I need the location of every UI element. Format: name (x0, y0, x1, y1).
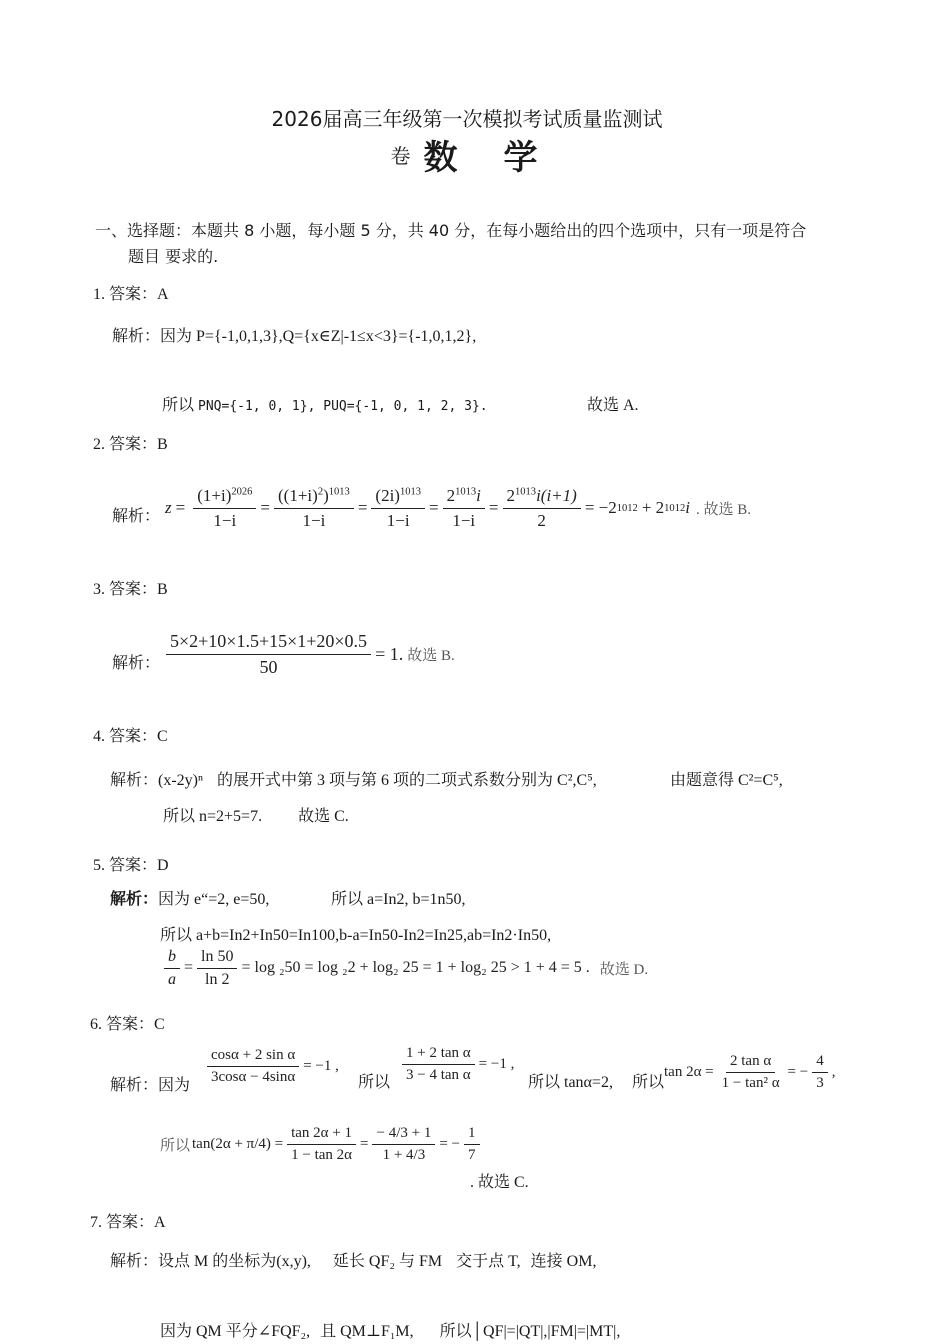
q4-line1-c: 由题意得 C²=C⁵, (670, 772, 783, 789)
q2-tail: . 故选 B. (695, 501, 751, 518)
q5-chain: = log ₂50 = log ₂2 + log₂ 25 = 1 + log₂ 25 > 1 + 4 = 5 . (241, 959, 590, 976)
q2-result-b: + 2 (641, 498, 665, 517)
q7-line2 (160, 1318, 620, 1341)
q2-f3-num: (2i) (375, 485, 400, 505)
q2-f5-num: 2 (506, 485, 515, 505)
q6-f4-num: tan 2α + 1 (287, 1125, 356, 1145)
q2-frac1 (193, 486, 256, 531)
q6-tan2a: tan 2α = (664, 1063, 714, 1080)
q7-text1d: 连接 OM, (530, 1253, 597, 1270)
q5-frac-ln (197, 948, 237, 989)
q6-f3-den: 1 − tan² α (721, 1074, 780, 1091)
q6-label (110, 1072, 190, 1095)
q6-f2-den: 3 − 4 tan α (406, 1066, 471, 1083)
q2-f5-den: 2 (537, 510, 546, 530)
q3-frac (166, 631, 371, 678)
q6-formula2 (398, 1038, 514, 1090)
q1-answer: 1. 答案：A (93, 286, 169, 303)
q6-frac3 (718, 1053, 784, 1092)
page-title: 2026届高三年级第一次模拟考试质量监测试 (271, 107, 663, 131)
q5-frac2-den: ln 2 (205, 970, 230, 988)
q6-frac4 (287, 1125, 356, 1164)
q2-frac2 (274, 486, 354, 531)
q7-text2c: 所以│QF|=|QT|,|FM|=|MT|, (439, 1323, 621, 1340)
q6-f1-eq: = −1 , (303, 1057, 339, 1074)
q5-frac-num: b (164, 948, 180, 969)
q2-z: z (165, 498, 172, 517)
q6-f3-den2: 3 (816, 1074, 824, 1091)
q6-frac2 (402, 1045, 475, 1084)
q6-formula1 (203, 1040, 339, 1092)
q3-label: 解析： (112, 655, 161, 672)
q7-text1a: 设点 M 的坐标为(x,y), (158, 1253, 311, 1270)
q5-label: 解析： (110, 891, 159, 908)
q4-text2b: 故选 C. (298, 808, 349, 825)
q2-frac5 (503, 486, 581, 531)
q5-frac-ba (164, 948, 180, 989)
q6-f3-num2: 4 (812, 1053, 828, 1073)
q6-f2-num: 1 + 2 tan α (402, 1045, 475, 1065)
q6-big-num: − 4/3 + 1 (372, 1125, 435, 1145)
q1-label: 解析： (112, 328, 161, 345)
q7-label: 解析： (110, 1253, 159, 1270)
q2-result-exp2: 1012 (664, 502, 686, 514)
q2-f3-exp: 1013 (399, 485, 422, 497)
q1-text1: 因为 P={-1,0,1,3},Q={x∈Z|-1≤x<3}={-1,0,1,2}, (160, 328, 477, 345)
q3-answer: 3. 答案：B (93, 581, 168, 598)
q3-result: = 1. (375, 643, 404, 664)
q6-f1-den: 3cosα − 4sinα (211, 1068, 296, 1085)
q4-line2 (163, 803, 349, 826)
q6-f4-res: = − (439, 1135, 460, 1152)
q6-formula3 (664, 1046, 835, 1098)
subtitle-big: 数 学 (423, 138, 544, 178)
q6-res-num: 1 (464, 1125, 480, 1145)
q2-f1-den: 1−i (213, 510, 237, 530)
q1-analysis-line1 (112, 323, 476, 346)
q5-frac2-num: ln 50 (197, 948, 237, 969)
q2-frac4 (443, 486, 485, 531)
q5-answer: 5. 答案：D (93, 857, 169, 874)
q6-answer: 6. 答案：C (90, 1016, 165, 1033)
subtitle-small: 卷 (390, 144, 411, 168)
q6-f4-den: 1 − tan 2α (291, 1146, 353, 1163)
q3-formula (162, 626, 455, 682)
q4-answer: 4. 答案：C (93, 728, 168, 745)
q5-line2: 所以 a+b=In2+In50=In100,b-a=In50-In2=In25,ab=In2·In50, (160, 927, 552, 944)
q7-line1 (110, 1248, 596, 1271)
q5-line1 (110, 886, 269, 909)
q2-f4-num: 2 (446, 485, 456, 505)
q2-frac3 (371, 486, 425, 531)
q4-expr: (x-2y)ⁿ (158, 772, 204, 789)
q2-f4-exp: 1013 (455, 485, 477, 497)
q1-conclusion: 故选 A. (587, 397, 639, 414)
q4-text1: 的展开式中第 3 项与第 6 项的二项式系数分别为 C²,C⁵, (217, 772, 597, 789)
q7-text1b: 延长 QF₂ 与 FM (332, 1253, 443, 1270)
q6-so3: 所以 (632, 1074, 665, 1091)
section-heading-line1: 一、选择题：本题共 8 小题，每小题 5 分，共 40 分，在每小题给出的四个选项中，只有一项是符合 (95, 221, 807, 240)
q2-formula: z = $\frac{(1+i)^{2026}}{1-i}$ = $\frac{((1+i)^2)^{1013}}{1-i}$ = $\frac{(2i)^{1013}}{1-i}$ = $\frac{2^{1013}i}{1-i}$ = $\frac{2^{1013}i(i+1)}{2}$ = −2 1012 + 2 1012 i . 故选 B. (165, 485, 751, 530)
q6-tan-expr: tan(2α + π/4) = (192, 1135, 284, 1152)
q4-text2a: 所以 n=2+5=7. (163, 808, 263, 825)
q6-res-den: 7 (468, 1146, 476, 1163)
q2-label: 解析： (112, 508, 161, 525)
q2-f2-den: 1−i (302, 510, 326, 530)
q6-frac1 (207, 1047, 299, 1086)
q4-label: 解析： (110, 772, 159, 789)
q2-result-c: i (685, 498, 690, 517)
q2-f2-close: ) (323, 485, 329, 505)
q1-text2b: PNQ={-1, 0, 1}, PUQ={-1, 0, 1, 2, 3}. (198, 399, 488, 414)
q2-f2-num: ((1+i) (278, 485, 318, 505)
q2-result-a: = −2 (584, 498, 617, 517)
q3-num: 5×2+10×1.5+15×1+20×0.5 (166, 631, 371, 655)
q2-f5-exp: 1013 (515, 485, 537, 497)
q2-f1-exp: 2026 (231, 485, 253, 497)
q7-text2b: 且 QM⊥F₁M, (320, 1323, 414, 1340)
q2-f3-den: 1−i (386, 510, 410, 530)
q3-tail: 故选 B. (407, 647, 455, 664)
section-heading-line2: 题目 要求的. (128, 247, 219, 266)
page-subtitle (0, 130, 934, 179)
q2-f4-den: 1−i (452, 510, 476, 530)
q2-f1-num: (1+i) (197, 485, 232, 505)
q6-label-text: 解析： (110, 1077, 159, 1094)
q6-f1-num: cosα + 2 sin α (207, 1047, 299, 1067)
q1-text2a: 所以 (162, 397, 195, 414)
q6-frac-res (464, 1125, 480, 1164)
q5-frac-den: a (168, 970, 176, 988)
q7-answer: 7. 答案：A (90, 1214, 166, 1231)
q2-f2-exp-inner: 2 (317, 485, 324, 497)
q6-because: 因为 (158, 1077, 191, 1094)
q2-answer: 2. 答案：B (93, 436, 168, 453)
q6-f3-eq: = − (787, 1063, 809, 1080)
q4-line1 (110, 767, 597, 790)
q6-frac-big (372, 1125, 435, 1164)
q6-so2: 所以 tanα=2, (528, 1074, 613, 1091)
q6-f3-num: 2 tan α (726, 1053, 775, 1073)
q1-analysis-line2 (162, 392, 488, 415)
q6-big-den: 1 + 4/3 (382, 1146, 426, 1163)
q6-f2-eq: = −1 , (478, 1055, 515, 1072)
q5-line1-b: 所以 a=In2, b=1n50, (331, 891, 466, 908)
q6-frac3b (812, 1053, 828, 1092)
q5-text1a: 因为 e“=2, e=50, (158, 891, 270, 908)
q2-result-exp1: 1012 (616, 502, 638, 514)
q2-f4-tail: i (476, 485, 481, 505)
q6-line2-so: 所以 (160, 1137, 191, 1154)
q6-f4-eq: = (360, 1135, 369, 1152)
q7-text1c: 交于点 T, (456, 1253, 521, 1270)
q6-formula4 (160, 1103, 484, 1185)
q2-f2-exp: 1013 (328, 485, 350, 497)
q3-den: 50 (259, 656, 278, 677)
q6-so1: 所以 (358, 1074, 391, 1091)
q5-formula: $\frac{b}{a}$ = $\frac{\ln 50}{\ln 2}$ = log ₂50 = log ₂2 + log₂ 25 = 1 + log₂ 25 > 1 + 4 = 5 . 故选 D. (160, 945, 648, 991)
q5-tail: 故选 D. (599, 961, 649, 978)
q2-f5-tail: i(i+1) (536, 485, 577, 505)
q6-tail: . 故选 C. (470, 1174, 529, 1191)
q6-comma: , (831, 1063, 836, 1080)
q7-text2a: 因为 QM 平分∠FQF₂, (160, 1323, 311, 1340)
